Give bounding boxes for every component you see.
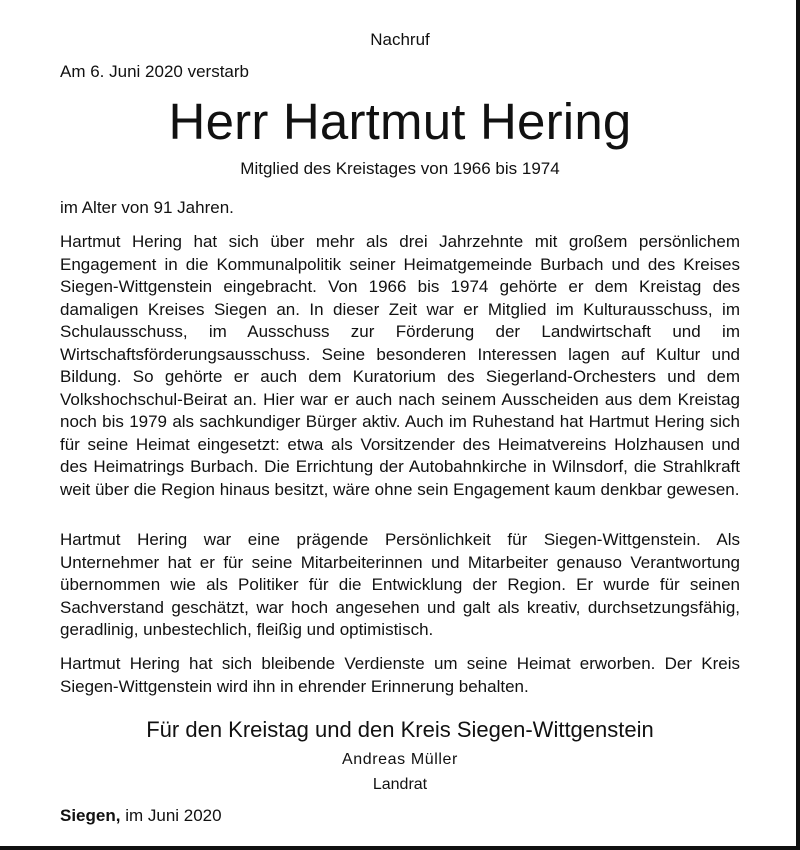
intro-line: Am 6. Juni 2020 verstarb — [60, 62, 249, 81]
deceased-subtitle: Mitglied des Kreistages von 1966 bis 1974 — [240, 159, 560, 178]
date-text: im Juni 2020 — [125, 806, 222, 825]
notice-heading: Nachruf — [370, 30, 430, 49]
body-paragraph-2: Hartmut Hering war eine prägende Persönlichkeit für Siegen-Wittgenstein. Als Unternehmer hat er für seine Mitarbeiterinnen und Mitarbeiter genauso Verantwortung übernommen wie als Politiker für die Entwicklung der Region. Er wurde für seinen Sachverstand geschätzt, war hoch angesehen und galt als kreativ, durchsetzungsfähig, geradlinig, unbestechlich, fleißig und optimistisch. — [60, 530, 740, 639]
body-paragraph-3: Hartmut Hering hat sich bleibende Verdienste um seine Heimat erworben. Der Kreis Siegen-Wittgenstein wird ihn in ehrender Erinnerung behalten. — [60, 654, 740, 696]
place-name: Siegen, — [60, 806, 121, 825]
place-date-line — [60, 806, 222, 826]
signer-role: Landrat — [372, 776, 428, 793]
deceased-name: Herr Hartmut Hering — [168, 93, 632, 150]
age-line: im Alter von 91 Jahren. — [60, 198, 234, 217]
closing-line: Für den Kreistag und den Kreis Siegen-Wittgenstein — [146, 717, 654, 742]
body-paragraph-1: Hartmut Hering hat sich über mehr als drei Jahrzehnte mit großem persönlichem Engagement in die Kommunalpolitik seiner Heimatgemeinde Burbach und des Kreises Siegen-Wittgenstein eingebracht. Von 1966 bis 1974 gehörte er dem Kreistag des damaligen Kreises Siegen an. In dieser Zeit war er Mitglied im Kulturausschuss, im Schulausschuss, im Ausschuss zur Förderung der Landwirtschaft und im Wirtschaftsförderungsausschuss. Seine besonderen Interessen lagen auf Kultur und Bildung. So gehörte er auch dem Kuratorium des Siegerland-Orchesters und dem Volkshochschul-Beirat an. Hier war er auch nach seinem Ausscheiden aus dem Kreistag noch bis 1979 als sachkundiger Bürger aktiv. Auch im Ruhestand hat Hartmut Hering sich für seine Heimat eingesetzt: etwa als Vorsitzender des Heimatvereins Holzhausen und des Heimatrings Burbach. Die Errichtung der Autobahnkirche in Wilnsdorf, die Strahlkraft weit über die Region hinaus besitzt, wäre ohne sein Engagement kaum denkbar gewesen. — [60, 232, 740, 499]
signer-name: Andreas Müller — [341, 751, 458, 768]
